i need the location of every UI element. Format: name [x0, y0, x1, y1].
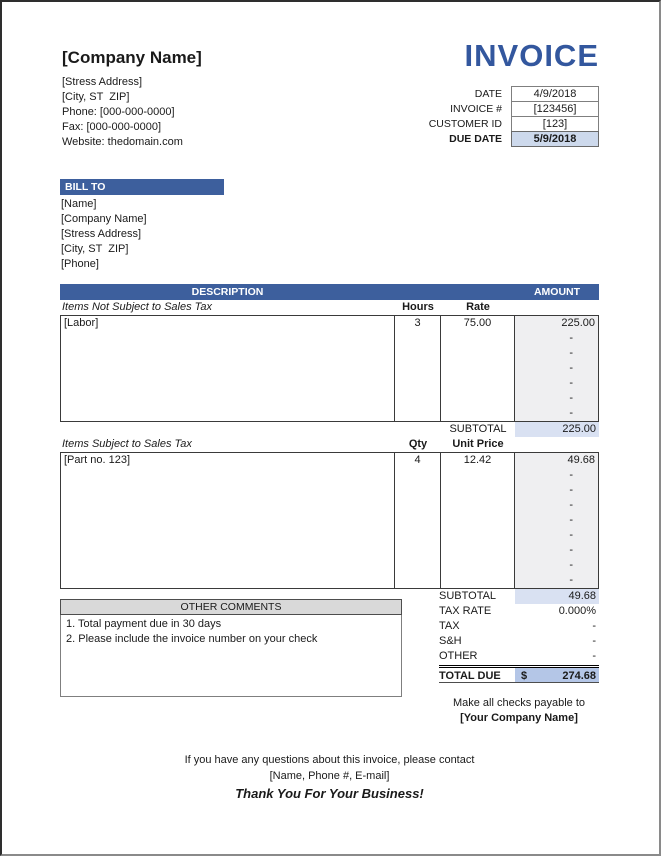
row-amount-cell: -: [515, 346, 598, 361]
section2-unitprice-header: Unit Price: [452, 438, 504, 450]
total-due-amount: 274.68: [562, 670, 596, 682]
row-amount-cell: -: [515, 361, 598, 376]
table-row: [61, 483, 598, 498]
bill-to-line[interactable]: [Stress Address]: [61, 228, 142, 240]
row-description-cell[interactable]: [61, 361, 395, 376]
row-qty-cell[interactable]: [395, 498, 441, 513]
row-unitprice-cell[interactable]: [441, 528, 515, 543]
row-amount-cell: -: [515, 376, 598, 391]
page-header: [60, 36, 599, 150]
section2-column-headers: [60, 437, 599, 452]
row-hours-cell[interactable]: [395, 361, 441, 376]
section1-body: [60, 315, 599, 422]
section1-column-headers: [60, 300, 599, 315]
totals-summary: [439, 589, 599, 726]
bill-to-line[interactable]: [Company Name]: [61, 213, 147, 225]
table-row: [61, 573, 598, 588]
section1-subtotal-label: SUBTOTAL: [449, 423, 507, 435]
row-unitprice-cell[interactable]: [441, 483, 515, 498]
section2-subtotal-row: [439, 589, 599, 604]
row-amount-cell: -: [515, 406, 598, 421]
invoice-field-label: DATE: [474, 88, 502, 100]
row-description-cell[interactable]: [61, 468, 395, 483]
row-amount-cell: -: [515, 498, 598, 513]
row-qty-cell[interactable]: 4: [395, 453, 441, 468]
table-row: [61, 391, 598, 406]
row-amount-cell: -: [515, 558, 598, 573]
row-description-cell[interactable]: [61, 483, 395, 498]
section1-rate-header: Rate: [466, 301, 490, 313]
section1-label: Items Not Subject to Sales Tax: [62, 301, 212, 313]
invoice-field-row: [429, 132, 599, 147]
row-amount-cell: -: [515, 391, 598, 406]
summary-row-label: TAX: [439, 620, 460, 632]
other-comments-box: [60, 599, 402, 697]
row-rate-cell[interactable]: [441, 376, 515, 391]
row-amount-cell: -: [515, 483, 598, 498]
row-rate-cell[interactable]: [441, 331, 515, 346]
row-hours-cell[interactable]: [395, 346, 441, 361]
row-unitprice-cell[interactable]: [441, 558, 515, 573]
section1-subtotal-value: 225.00: [515, 422, 599, 437]
row-hours-cell[interactable]: [395, 331, 441, 346]
row-amount-cell: -: [515, 331, 598, 346]
invoice-field-value[interactable]: 4/9/2018: [511, 86, 599, 102]
invoice-field-value[interactable]: 5/9/2018: [511, 131, 599, 147]
row-description-cell[interactable]: [61, 543, 395, 558]
row-description-cell[interactable]: [Labor]: [61, 316, 395, 331]
row-description-cell[interactable]: [61, 331, 395, 346]
row-rate-cell[interactable]: [441, 406, 515, 421]
invoice-field-label: CUSTOMER ID: [428, 118, 502, 130]
summary-row-label: TAX RATE: [439, 605, 492, 617]
row-description-cell[interactable]: [61, 558, 395, 573]
company-address-line: Website: thedomain.com: [62, 136, 183, 148]
row-qty-cell[interactable]: [395, 468, 441, 483]
table-row: [61, 331, 598, 346]
amount-column-header: AMOUNT: [533, 286, 581, 298]
bill-to-line[interactable]: [City, ST ZIP]: [61, 243, 129, 255]
section1-subtotal-row: [60, 422, 599, 437]
row-description-cell[interactable]: [61, 513, 395, 528]
bill-to-header: BILL TO: [60, 179, 224, 195]
bottom-section: [60, 589, 599, 726]
invoice-field-label: INVOICE #: [450, 103, 502, 115]
row-qty-cell[interactable]: [395, 558, 441, 573]
invoice-field-row: [429, 117, 599, 132]
row-amount-cell: -: [515, 528, 598, 543]
section1-hours-header: Hours: [402, 301, 434, 313]
payable-note: [439, 696, 599, 726]
table-row: [61, 468, 598, 483]
summary-row: [439, 649, 599, 664]
row-description-cell[interactable]: [61, 573, 395, 588]
table-row: [61, 361, 598, 376]
table-row: [61, 543, 598, 558]
row-amount-cell: 225.00: [515, 316, 598, 331]
invoice-field-row: [429, 87, 599, 102]
row-hours-cell[interactable]: 3: [395, 316, 441, 331]
summary-row-value: -: [592, 650, 596, 662]
row-description-cell[interactable]: [Part no. 123]: [61, 453, 395, 468]
row-qty-cell[interactable]: [395, 483, 441, 498]
summary-row: [439, 619, 599, 634]
row-qty-cell[interactable]: [395, 513, 441, 528]
bill-to-line[interactable]: [Phone]: [61, 258, 99, 270]
invoice-fields: [429, 87, 599, 147]
footer-contact-line: If you have any questions about this invoice, please contact: [184, 754, 475, 766]
row-description-cell[interactable]: [61, 406, 395, 421]
row-unitprice-cell[interactable]: 12.42: [441, 453, 515, 468]
payable-line: Make all checks payable to: [452, 697, 586, 709]
row-unitprice-cell[interactable]: [441, 513, 515, 528]
other-comments-header: OTHER COMMENTS: [60, 599, 402, 615]
line-items-table: [60, 284, 599, 589]
section2-subtotal-label: SUBTOTAL: [439, 590, 497, 602]
total-due-row: [439, 665, 599, 683]
invoice-title: INVOICE: [464, 38, 599, 73]
summary-row: [439, 634, 599, 649]
section2-subtotal-value: 49.68: [515, 589, 599, 604]
company-address-lines: [60, 75, 202, 150]
bill-to-lines: [60, 197, 599, 272]
invoice-field-value[interactable]: [123]: [511, 116, 599, 132]
summary-row-value: -: [592, 620, 596, 632]
company-address-line: [Stress Address]: [62, 76, 143, 88]
qty-header-spacer: [395, 284, 441, 300]
section2-qty-header: Qty: [408, 438, 428, 450]
summary-row: [439, 604, 599, 619]
company-block: [60, 36, 202, 150]
table-row: [61, 558, 598, 573]
row-amount-cell: -: [515, 543, 598, 558]
row-qty-cell[interactable]: [395, 543, 441, 558]
table-row: [61, 376, 598, 391]
rate-header-spacer: [441, 284, 515, 300]
total-due-value-cell: [515, 668, 599, 682]
description-column-header: DESCRIPTION: [191, 286, 264, 298]
payable-company-name: [Your Company Name]: [460, 712, 578, 724]
other-comments-body[interactable]: [60, 615, 402, 697]
table-row: [61, 453, 598, 468]
table-row: [61, 406, 598, 421]
row-unitprice-cell[interactable]: [441, 573, 515, 588]
row-hours-cell[interactable]: [395, 406, 441, 421]
page-footer: [60, 752, 599, 803]
row-description-cell[interactable]: [61, 391, 395, 406]
summary-row-value: 0.000%: [558, 605, 596, 617]
total-due-label: TOTAL DUE: [439, 670, 501, 682]
row-amount-cell: -: [515, 573, 598, 588]
summary-row-value: -: [592, 635, 596, 647]
row-description-cell[interactable]: [61, 376, 395, 391]
summary-rows: [439, 604, 599, 664]
row-unitprice-cell[interactable]: [441, 498, 515, 513]
summary-row-label: S&H: [439, 635, 462, 647]
footer-thank-you: Thank You For Your Business!: [235, 786, 424, 801]
row-description-cell[interactable]: [61, 498, 395, 513]
table-row: [61, 498, 598, 513]
bill-to-line[interactable]: [Name]: [61, 198, 97, 210]
footer-contact-placeholder: [Name, Phone #, E-mail]: [269, 770, 390, 782]
table-row: [61, 346, 598, 361]
invoice-field-label: DUE DATE: [449, 133, 502, 145]
row-rate-cell[interactable]: [441, 361, 515, 376]
bill-to-section: [60, 179, 599, 272]
section2-label: Items Subject to Sales Tax: [62, 438, 192, 450]
invoice-field-value[interactable]: [123456]: [511, 101, 599, 117]
row-rate-cell[interactable]: [441, 391, 515, 406]
section2-body: [60, 452, 599, 589]
row-hours-cell[interactable]: [395, 376, 441, 391]
row-unitprice-cell[interactable]: [441, 543, 515, 558]
row-qty-cell[interactable]: [395, 528, 441, 543]
row-description-cell[interactable]: [61, 346, 395, 361]
row-unitprice-cell[interactable]: [441, 468, 515, 483]
row-qty-cell[interactable]: [395, 573, 441, 588]
company-address-line: [City, ST ZIP]: [62, 91, 130, 103]
table-header-bar: [60, 284, 599, 300]
subtotal-spacer: [60, 422, 441, 437]
table-row: [61, 528, 598, 543]
company-address-line: Phone: [000-000-0000]: [62, 106, 175, 118]
comment-line: 1. Total payment due in 30 days: [66, 618, 222, 630]
invoice-field-row: [429, 102, 599, 117]
table-row: [61, 316, 598, 331]
summary-row-label: OTHER: [439, 650, 478, 662]
row-rate-cell[interactable]: [441, 346, 515, 361]
row-amount-cell: -: [515, 468, 598, 483]
row-amount-cell: -: [515, 513, 598, 528]
row-rate-cell[interactable]: 75.00: [441, 316, 515, 331]
company-address-line: Fax: [000-000-0000]: [62, 121, 162, 133]
invoice-header-block: [429, 36, 599, 150]
row-hours-cell[interactable]: [395, 391, 441, 406]
row-description-cell[interactable]: [61, 528, 395, 543]
row-amount-cell: 49.68: [515, 453, 598, 468]
company-name: [Company Name]: [62, 48, 202, 67]
table-row: [61, 513, 598, 528]
currency-symbol: $: [521, 670, 528, 682]
comment-line: 2. Please include the invoice number on your check: [66, 633, 318, 645]
